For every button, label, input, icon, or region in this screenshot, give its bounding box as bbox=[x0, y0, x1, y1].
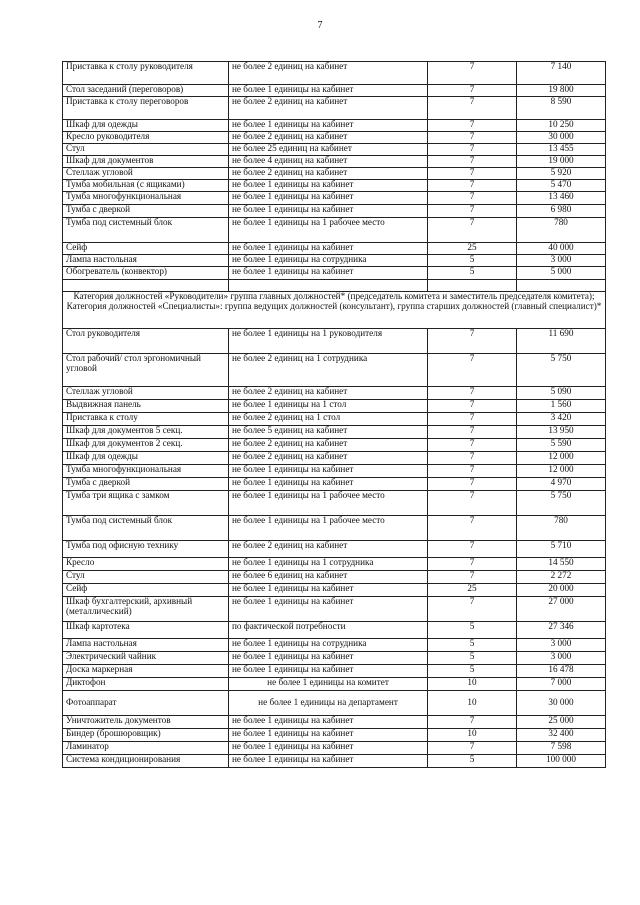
item-norm-cell: не более 5 единиц на кабинет bbox=[229, 426, 428, 439]
item-name-cell: Стол рабочий/ стол эргономичный угловой bbox=[63, 354, 229, 387]
item-name-cell: Обогреватель (конвектор) bbox=[63, 267, 229, 280]
table-row bbox=[63, 387, 606, 400]
item-service-life-cell: 7 bbox=[428, 85, 517, 97]
item-norm-cell: не более 1 единицы на 1 сотрудника bbox=[229, 558, 428, 571]
item-norm-cell: не более 1 единицы на кабинет bbox=[229, 85, 428, 97]
item-name-cell: Тумба под офисную технику bbox=[63, 541, 229, 558]
item-name-cell: Стул bbox=[63, 144, 229, 156]
table-row bbox=[63, 426, 606, 439]
item-norm-cell: не более 1 единицы на кабинет bbox=[229, 205, 428, 218]
item-name-cell: Сейф bbox=[63, 243, 229, 255]
item-price-cell: 5 090 bbox=[517, 387, 606, 400]
table-row bbox=[63, 156, 606, 168]
item-norm-cell: не более 1 единицы на сотрудника bbox=[229, 639, 428, 652]
item-service-life-cell: 7 bbox=[428, 465, 517, 478]
item-norm-cell: не более 2 единиц на кабинет bbox=[229, 62, 428, 85]
item-name-cell: Шкаф для документов 5 секц. bbox=[63, 426, 229, 439]
item-name-cell: Стол руководителя bbox=[63, 329, 229, 354]
item-name-cell: Тумба с дверкой bbox=[63, 205, 229, 218]
item-service-life-cell: 7 bbox=[428, 516, 517, 541]
item-service-life-cell: 5 bbox=[428, 255, 517, 267]
item-norm-cell: не более 2 единиц на кабинет bbox=[229, 452, 428, 465]
table-row bbox=[63, 491, 606, 516]
item-price-cell: 30 000 bbox=[517, 132, 606, 144]
item-service-life-cell: 5 bbox=[428, 755, 517, 768]
table-row bbox=[63, 120, 606, 132]
item-norm-cell: не более 1 единицы на кабинет bbox=[229, 120, 428, 132]
item-price-cell: 27 000 bbox=[517, 597, 606, 622]
category-row bbox=[63, 292, 606, 329]
item-norm-cell: не более 1 единицы на 1 стол bbox=[229, 400, 428, 413]
item-name-cell: Тумба многофункциональная bbox=[63, 192, 229, 205]
item-price-cell: 6 980 bbox=[517, 205, 606, 218]
item-name-cell: Диктофон bbox=[63, 678, 229, 691]
table-row bbox=[63, 85, 606, 97]
item-price-cell: 19 800 bbox=[517, 85, 606, 97]
item-name-cell: Шкаф для документов bbox=[63, 156, 229, 168]
table-row bbox=[63, 144, 606, 156]
item-price-cell: 780 bbox=[517, 516, 606, 541]
item-service-life-cell: 7 bbox=[428, 742, 517, 755]
item-name-cell: Стул bbox=[63, 571, 229, 584]
table-row bbox=[63, 452, 606, 465]
table-row bbox=[63, 354, 606, 387]
item-norm-cell: по фактической потребности bbox=[229, 622, 428, 639]
item-name-cell: Тумба под системный блок bbox=[63, 218, 229, 243]
item-price-cell: 32 400 bbox=[517, 729, 606, 742]
item-norm-cell: не более 2 единиц на кабинет bbox=[229, 168, 428, 180]
item-price-cell: 7 000 bbox=[517, 678, 606, 691]
item-service-life-cell: 7 bbox=[428, 387, 517, 400]
table-row bbox=[63, 597, 606, 622]
item-norm-cell: не более 2 единиц на кабинет bbox=[229, 387, 428, 400]
item-norm-cell: не более 1 единицы на кабинет bbox=[229, 584, 428, 597]
item-name-cell: Лампа настольная bbox=[63, 255, 229, 267]
item-norm-cell: не более 1 единицы на кабинет bbox=[229, 192, 428, 205]
item-service-life-cell: 7 bbox=[428, 168, 517, 180]
table-row bbox=[63, 665, 606, 678]
table-row bbox=[63, 329, 606, 354]
item-service-life-cell: 7 bbox=[428, 400, 517, 413]
item-service-life-cell: 7 bbox=[428, 132, 517, 144]
item-name-cell: Шкаф бухгалтерский, архивный (металлический) bbox=[63, 597, 229, 622]
item-name-cell: Стеллаж угловой bbox=[63, 387, 229, 400]
item-name-cell: Шкаф для документов 2 секц. bbox=[63, 439, 229, 452]
item-norm-cell: не более 1 единицы на сотрудника bbox=[229, 255, 428, 267]
table-row bbox=[63, 729, 606, 742]
item-norm-cell: не более 1 единицы на кабинет bbox=[229, 597, 428, 622]
item-norm-cell: не более 2 единиц на кабинет bbox=[229, 439, 428, 452]
table-cell bbox=[63, 280, 229, 292]
item-name-cell: Шкаф для одежды bbox=[63, 120, 229, 132]
item-norm-cell: не более 1 единицы на комитет bbox=[229, 678, 428, 691]
table-row bbox=[63, 478, 606, 491]
item-name-cell: Сейф bbox=[63, 584, 229, 597]
item-price-cell: 1 560 bbox=[517, 400, 606, 413]
item-norm-cell: не более 1 единицы на кабинет bbox=[229, 729, 428, 742]
item-service-life-cell: 10 bbox=[428, 678, 517, 691]
item-service-life-cell: 7 bbox=[428, 97, 517, 120]
table-section-separator bbox=[63, 280, 606, 329]
item-name-cell: Электрический чайник bbox=[63, 652, 229, 665]
table-row bbox=[63, 192, 606, 205]
item-norm-cell: не более 1 единицы на кабинет bbox=[229, 742, 428, 755]
item-service-life-cell: 7 bbox=[428, 144, 517, 156]
table-row bbox=[63, 678, 606, 691]
item-name-cell: Уничтожитель документов bbox=[63, 716, 229, 729]
item-price-cell: 100 000 bbox=[517, 755, 606, 768]
item-norm-cell: не более 2 единиц на 1 сотрудника bbox=[229, 354, 428, 387]
item-price-cell: 5 750 bbox=[517, 491, 606, 516]
page-number: 7 bbox=[317, 20, 323, 31]
item-service-life-cell: 7 bbox=[428, 571, 517, 584]
item-price-cell: 30 000 bbox=[517, 691, 606, 716]
item-price-cell: 3 000 bbox=[517, 255, 606, 267]
item-name-cell: Доска маркерная bbox=[63, 665, 229, 678]
item-service-life-cell: 7 bbox=[428, 62, 517, 85]
item-service-life-cell: 25 bbox=[428, 584, 517, 597]
item-price-cell: 7 598 bbox=[517, 742, 606, 755]
table-row bbox=[63, 691, 606, 716]
item-price-cell: 25 000 bbox=[517, 716, 606, 729]
table-row bbox=[63, 755, 606, 768]
blank-row bbox=[63, 280, 606, 292]
item-norm-cell: не более 1 единицы на кабинет bbox=[229, 180, 428, 192]
table-row bbox=[63, 62, 606, 85]
item-name-cell: Приставка к столу bbox=[63, 413, 229, 426]
table-row bbox=[63, 243, 606, 255]
item-norm-cell: не более 1 единицы на кабинет bbox=[229, 465, 428, 478]
table-row bbox=[63, 180, 606, 192]
item-price-cell: 12 000 bbox=[517, 465, 606, 478]
item-service-life-cell: 7 bbox=[428, 192, 517, 205]
item-price-cell: 10 250 bbox=[517, 120, 606, 132]
table-row bbox=[63, 652, 606, 665]
item-price-cell: 5 750 bbox=[517, 354, 606, 387]
item-price-cell: 16 478 bbox=[517, 665, 606, 678]
item-price-cell: 2 272 bbox=[517, 571, 606, 584]
item-service-life-cell: 7 bbox=[428, 597, 517, 622]
item-norm-cell: не более 4 единиц на кабинет bbox=[229, 156, 428, 168]
item-service-life-cell: 7 bbox=[428, 180, 517, 192]
item-service-life-cell: 5 bbox=[428, 267, 517, 280]
item-service-life-cell: 7 bbox=[428, 716, 517, 729]
item-service-life-cell: 7 bbox=[428, 426, 517, 439]
item-name-cell: Шкаф картотека bbox=[63, 622, 229, 639]
table-row bbox=[63, 439, 606, 452]
item-price-cell: 12 000 bbox=[517, 452, 606, 465]
item-name-cell: Стеллаж угловой bbox=[63, 168, 229, 180]
item-service-life-cell: 7 bbox=[428, 452, 517, 465]
table-section-bottom bbox=[63, 329, 606, 768]
item-norm-cell: не более 1 единицы на 1 руководителя bbox=[229, 329, 428, 354]
item-norm-cell: не более 1 единицы на кабинет bbox=[229, 267, 428, 280]
item-price-cell: 8 590 bbox=[517, 97, 606, 120]
item-service-life-cell: 10 bbox=[428, 729, 517, 742]
item-price-cell: 5 920 bbox=[517, 168, 606, 180]
item-price-cell: 7 140 bbox=[517, 62, 606, 85]
item-name-cell: Система кондиционирования bbox=[63, 755, 229, 768]
item-price-cell: 4 970 bbox=[517, 478, 606, 491]
item-service-life-cell: 7 bbox=[428, 541, 517, 558]
item-price-cell: 780 bbox=[517, 218, 606, 243]
item-service-life-cell: 7 bbox=[428, 329, 517, 354]
item-name-cell: Приставка к столу руководителя bbox=[63, 62, 229, 85]
item-norm-cell: не более 1 единицы на кабинет bbox=[229, 478, 428, 491]
item-name-cell: Шкаф для одежды bbox=[63, 452, 229, 465]
item-price-cell: 20 000 bbox=[517, 584, 606, 597]
item-norm-cell: не более 1 единицы на 1 рабочее место bbox=[229, 218, 428, 243]
item-price-cell: 13 950 bbox=[517, 426, 606, 439]
item-price-cell: 27 346 bbox=[517, 622, 606, 639]
table-row bbox=[63, 541, 606, 558]
table-row bbox=[63, 132, 606, 144]
item-price-cell: 5 590 bbox=[517, 439, 606, 452]
table-row bbox=[63, 584, 606, 597]
item-service-life-cell: 5 bbox=[428, 652, 517, 665]
table-cell bbox=[517, 280, 606, 292]
item-price-cell: 13 455 bbox=[517, 144, 606, 156]
item-name-cell: Тумба с дверкой bbox=[63, 478, 229, 491]
table-row bbox=[63, 622, 606, 639]
table-row bbox=[63, 400, 606, 413]
item-price-cell: 3 000 bbox=[517, 639, 606, 652]
item-service-life-cell: 7 bbox=[428, 478, 517, 491]
item-norm-cell: не более 1 единицы на кабинет bbox=[229, 755, 428, 768]
norms-table bbox=[62, 61, 606, 768]
item-service-life-cell: 25 bbox=[428, 243, 517, 255]
table-cell bbox=[428, 280, 517, 292]
item-name-cell: Кресло bbox=[63, 558, 229, 571]
item-name-cell: Биндер (брошюровщик) bbox=[63, 729, 229, 742]
item-norm-cell: не более 2 единиц на кабинет bbox=[229, 541, 428, 558]
item-service-life-cell: 7 bbox=[428, 558, 517, 571]
item-service-life-cell: 7 bbox=[428, 413, 517, 426]
item-price-cell: 11 690 bbox=[517, 329, 606, 354]
item-name-cell: Выдвижная панель bbox=[63, 400, 229, 413]
item-name-cell: Тумба многофункциональная bbox=[63, 465, 229, 478]
table-cell bbox=[229, 280, 428, 292]
table-row bbox=[63, 168, 606, 180]
item-norm-cell: не более 25 единиц на кабинет bbox=[229, 144, 428, 156]
item-norm-cell: не более 6 единиц на кабинет bbox=[229, 571, 428, 584]
item-price-cell: 13 460 bbox=[517, 192, 606, 205]
table-row bbox=[63, 516, 606, 541]
table-row bbox=[63, 255, 606, 267]
item-norm-cell: не более 1 единицы на департамент bbox=[229, 691, 428, 716]
item-service-life-cell: 5 bbox=[428, 665, 517, 678]
item-norm-cell: не более 1 единицы на кабинет bbox=[229, 243, 428, 255]
item-name-cell: Фотоаппарат bbox=[63, 691, 229, 716]
item-service-life-cell: 7 bbox=[428, 218, 517, 243]
item-name-cell: Стол заседаний (переговоров) bbox=[63, 85, 229, 97]
item-norm-cell: не более 2 единиц на кабинет bbox=[229, 132, 428, 144]
table-row bbox=[63, 267, 606, 280]
item-name-cell: Тумба мобильная (с ящиками) bbox=[63, 180, 229, 192]
item-service-life-cell: 7 bbox=[428, 205, 517, 218]
item-norm-cell: не более 2 единиц на кабинет bbox=[229, 97, 428, 120]
item-price-cell: 40 000 bbox=[517, 243, 606, 255]
item-name-cell: Ламинатор bbox=[63, 742, 229, 755]
item-name-cell: Приставка к столу переговоров bbox=[63, 97, 229, 120]
item-norm-cell: не более 1 единицы на кабинет bbox=[229, 665, 428, 678]
item-service-life-cell: 5 bbox=[428, 639, 517, 652]
item-service-life-cell: 7 bbox=[428, 491, 517, 516]
item-service-life-cell: 7 bbox=[428, 354, 517, 387]
item-price-cell: 3 000 bbox=[517, 652, 606, 665]
item-service-life-cell: 7 bbox=[428, 120, 517, 132]
item-price-cell: 5 470 bbox=[517, 180, 606, 192]
item-norm-cell: не более 1 единицы на кабинет bbox=[229, 716, 428, 729]
item-service-life-cell: 10 bbox=[428, 691, 517, 716]
table-section-top bbox=[63, 62, 606, 280]
item-service-life-cell: 5 bbox=[428, 622, 517, 639]
category-heading: Категория должностей «Руководители» группа главных должностей* (председатель комитета и заместитель председателя комитета); Категория должностей «Специалисты»: группа ведущих должностей (консультант), группа старших должностей (главный специалист)* bbox=[63, 292, 606, 329]
item-service-life-cell: 7 bbox=[428, 156, 517, 168]
item-name-cell: Тумба три ящика с замком bbox=[63, 491, 229, 516]
item-price-cell: 3 420 bbox=[517, 413, 606, 426]
table-row bbox=[63, 742, 606, 755]
table-row bbox=[63, 571, 606, 584]
item-service-life-cell: 7 bbox=[428, 439, 517, 452]
item-price-cell: 14 550 bbox=[517, 558, 606, 571]
item-norm-cell: не более 1 единицы на 1 рабочее место bbox=[229, 516, 428, 541]
item-price-cell: 5 000 bbox=[517, 267, 606, 280]
item-name-cell: Тумба под системный блок bbox=[63, 516, 229, 541]
table-row bbox=[63, 97, 606, 120]
table-row bbox=[63, 465, 606, 478]
item-price-cell: 5 710 bbox=[517, 541, 606, 558]
table-row bbox=[63, 205, 606, 218]
table-row bbox=[63, 558, 606, 571]
item-name-cell: Лампа настольная bbox=[63, 639, 229, 652]
item-norm-cell: не более 2 единиц на 1 стол bbox=[229, 413, 428, 426]
item-name-cell: Кресло руководителя bbox=[63, 132, 229, 144]
item-norm-cell: не более 1 единицы на 1 рабочее место bbox=[229, 491, 428, 516]
table-row bbox=[63, 639, 606, 652]
table-row bbox=[63, 218, 606, 243]
item-norm-cell: не более 1 единицы на кабинет bbox=[229, 652, 428, 665]
item-price-cell: 19 000 bbox=[517, 156, 606, 168]
table-row bbox=[63, 413, 606, 426]
table-row bbox=[63, 716, 606, 729]
